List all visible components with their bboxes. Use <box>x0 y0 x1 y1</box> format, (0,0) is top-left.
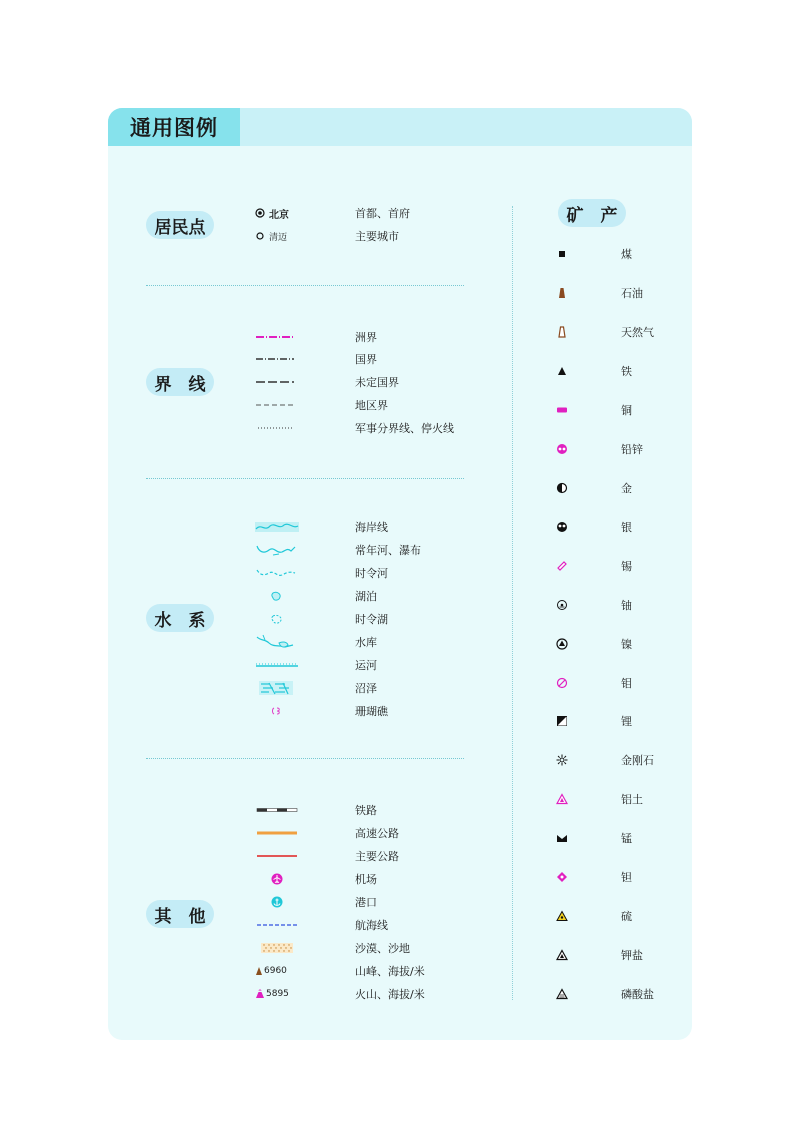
mineral-label: 铁 <box>621 365 632 378</box>
mineral-row-copper <box>549 399 669 421</box>
capital-symbol <box>255 202 301 224</box>
elevation-value: 5895 <box>266 989 289 999</box>
ceasefire-line <box>255 417 301 439</box>
section-heading-others: 其 他 <box>146 900 214 928</box>
railway-symbol <box>255 799 301 821</box>
section-divider <box>146 758 464 759</box>
legend-title: 通用图例 <box>108 108 240 146</box>
main-road-symbol <box>255 845 301 867</box>
river-symbol <box>255 539 301 561</box>
legend-row-lake <box>255 585 515 607</box>
legend-row-sea-route <box>255 914 515 936</box>
airport-icon <box>255 868 301 890</box>
legend-label: 军事分界线、停火线 <box>355 422 454 435</box>
legend-label: 沙漠、沙地 <box>355 942 410 955</box>
mineral-row-natural-gas <box>549 321 669 343</box>
legend-row-ceasefire-line <box>255 417 515 439</box>
legend-row-volcano <box>255 983 515 1005</box>
mineral-label: 镍 <box>621 638 632 651</box>
legend-label: 运河 <box>355 659 377 672</box>
mineral-label: 锰 <box>621 832 632 845</box>
port-icon <box>255 891 301 913</box>
coastline-symbol <box>255 516 301 538</box>
legend-label: 常年河、瀑布 <box>355 544 421 557</box>
legend-row-reservoir <box>255 631 515 653</box>
legend-row-river <box>255 539 515 561</box>
peak-icon <box>255 960 301 982</box>
coal-icon <box>549 243 575 265</box>
tantalum-icon <box>549 866 575 888</box>
legend-row-main-road <box>255 845 515 867</box>
iron-icon <box>549 360 575 382</box>
legend-row-continent-boundary <box>255 326 515 348</box>
legend-label: 首都、首府 <box>355 207 410 220</box>
legend-row-seasonal-lake <box>255 608 515 630</box>
mineral-label: 银 <box>621 521 632 534</box>
manganese-icon <box>549 827 575 849</box>
uranium-icon <box>549 594 575 616</box>
mineral-row-diamond <box>549 749 669 771</box>
mineral-row-phosphate <box>549 983 669 1005</box>
marsh-symbol <box>255 677 301 699</box>
mineral-label: 天然气 <box>621 326 654 339</box>
elevation-value: 6960 <box>264 966 287 976</box>
nickel-icon <box>549 633 575 655</box>
volcano-icon <box>255 983 301 1005</box>
mineral-row-iron <box>549 360 669 382</box>
mineral-row-silver <box>549 516 669 538</box>
mineral-label: 锡 <box>621 560 632 573</box>
mineral-label: 钾盐 <box>621 949 643 962</box>
canal-symbol <box>255 654 301 676</box>
mineral-row-tin <box>549 555 669 577</box>
legend-label: 主要公路 <box>355 850 399 863</box>
legend-label: 时令湖 <box>355 613 388 626</box>
legend-row-seasonal-river <box>255 562 515 584</box>
sulfur-icon <box>549 905 575 927</box>
natural-gas-icon <box>549 321 575 343</box>
legend-label: 洲界 <box>355 331 377 344</box>
copper-icon <box>549 399 575 421</box>
legend-label: 航海线 <box>355 919 388 932</box>
legend-row-coastline <box>255 516 515 538</box>
legend-label: 高速公路 <box>355 827 399 840</box>
mineral-label: 钼 <box>621 677 632 690</box>
mineral-label: 煤 <box>621 248 632 261</box>
legend-label: 海岸线 <box>355 521 388 534</box>
mineral-row-coal <box>549 243 669 265</box>
gold-icon <box>549 477 575 499</box>
mineral-row-gold <box>549 477 669 499</box>
regional-boundary-line <box>255 394 301 416</box>
legend-row-coral-reef <box>255 700 515 722</box>
symbol-sample-text: 清迈 <box>269 232 288 243</box>
continent-boundary-line <box>255 326 301 348</box>
mineral-label: 铀 <box>621 599 632 612</box>
legend-row-port <box>255 891 515 913</box>
mineral-row-potash <box>549 944 669 966</box>
legend-row-national-boundary <box>255 348 515 370</box>
legend-label: 珊瑚礁 <box>355 705 388 718</box>
legend-label: 沼泽 <box>355 682 377 695</box>
mineral-row-oil <box>549 282 669 304</box>
legend-label: 未定国界 <box>355 376 399 389</box>
mineral-row-tantalum <box>549 866 669 888</box>
legend-label: 地区界 <box>355 399 388 412</box>
legend-row-regional-boundary <box>255 394 515 416</box>
legend-row-desert <box>255 937 515 959</box>
mineral-row-molybdenum <box>549 672 669 694</box>
mineral-row-lead-zinc <box>549 438 669 460</box>
legend-row-undefined-boundary <box>255 371 515 393</box>
legend-row-airport <box>255 868 515 890</box>
mineral-row-uranium <box>549 594 669 616</box>
section-divider <box>146 478 464 479</box>
legend-row-city <box>255 225 515 247</box>
section-heading-minerals: 矿 产 <box>558 199 626 227</box>
undefined-boundary-line <box>255 371 301 393</box>
mineral-label: 锂 <box>621 715 632 728</box>
symbol-sample-text: 北京 <box>269 209 289 221</box>
section-heading-settlements: 居民点 <box>146 211 214 239</box>
bauxite-icon <box>549 788 575 810</box>
molybdenum-icon <box>549 672 575 694</box>
legend-label: 水库 <box>355 636 377 649</box>
legend-label: 港口 <box>355 896 377 909</box>
mineral-label: 钽 <box>621 871 632 884</box>
legend-row-canal <box>255 654 515 676</box>
mineral-label: 硫 <box>621 910 632 923</box>
legend-label: 火山、海拔/米 <box>355 988 425 1001</box>
sea-route-symbol <box>255 914 301 936</box>
legend-label: 主要城市 <box>355 230 399 243</box>
lake-symbol <box>255 585 301 607</box>
legend-label: 山峰、海拔/米 <box>355 965 425 978</box>
section-heading-water: 水 系 <box>146 604 214 632</box>
mineral-label: 铝土 <box>621 793 643 806</box>
mineral-label: 金刚石 <box>621 754 654 767</box>
legend-label: 铁路 <box>355 804 377 817</box>
section-heading-boundaries: 界 线 <box>146 368 214 396</box>
legend-label: 时令河 <box>355 567 388 580</box>
potash-icon <box>549 944 575 966</box>
diamond-icon <box>549 749 575 771</box>
legend-row-railway <box>255 799 515 821</box>
mineral-row-lithium <box>549 710 669 732</box>
section-divider <box>146 285 464 286</box>
phosphate-icon <box>549 983 575 1005</box>
coral-reef-symbol <box>255 700 301 722</box>
legend-row-expressway <box>255 822 515 844</box>
expressway-symbol <box>255 822 301 844</box>
mineral-row-manganese <box>549 827 669 849</box>
mineral-row-sulfur <box>549 905 669 927</box>
legend-row-marsh <box>255 677 515 699</box>
legend-row-peak <box>255 960 515 982</box>
mineral-label: 磷酸盐 <box>621 988 654 1001</box>
silver-icon <box>549 516 575 538</box>
legend-label: 国界 <box>355 353 377 366</box>
tin-icon <box>549 555 575 577</box>
lithium-icon <box>549 710 575 732</box>
mineral-label: 铜 <box>621 404 632 417</box>
mineral-label: 石油 <box>621 287 643 300</box>
legend-label: 机场 <box>355 873 377 886</box>
mineral-row-nickel <box>549 633 669 655</box>
seasonal-lake-symbol <box>255 608 301 630</box>
mineral-label: 铅锌 <box>621 443 643 456</box>
desert-symbol <box>255 937 301 959</box>
mineral-label: 金 <box>621 482 632 495</box>
oil-icon <box>549 282 575 304</box>
seasonal-river-symbol <box>255 562 301 584</box>
legend-label: 湖泊 <box>355 590 377 603</box>
legend-row-capital <box>255 202 515 224</box>
city-symbol <box>255 225 301 247</box>
mineral-row-bauxite <box>549 788 669 810</box>
reservoir-symbol <box>255 631 301 653</box>
national-boundary-line <box>255 348 301 370</box>
lead-zinc-icon <box>549 438 575 460</box>
